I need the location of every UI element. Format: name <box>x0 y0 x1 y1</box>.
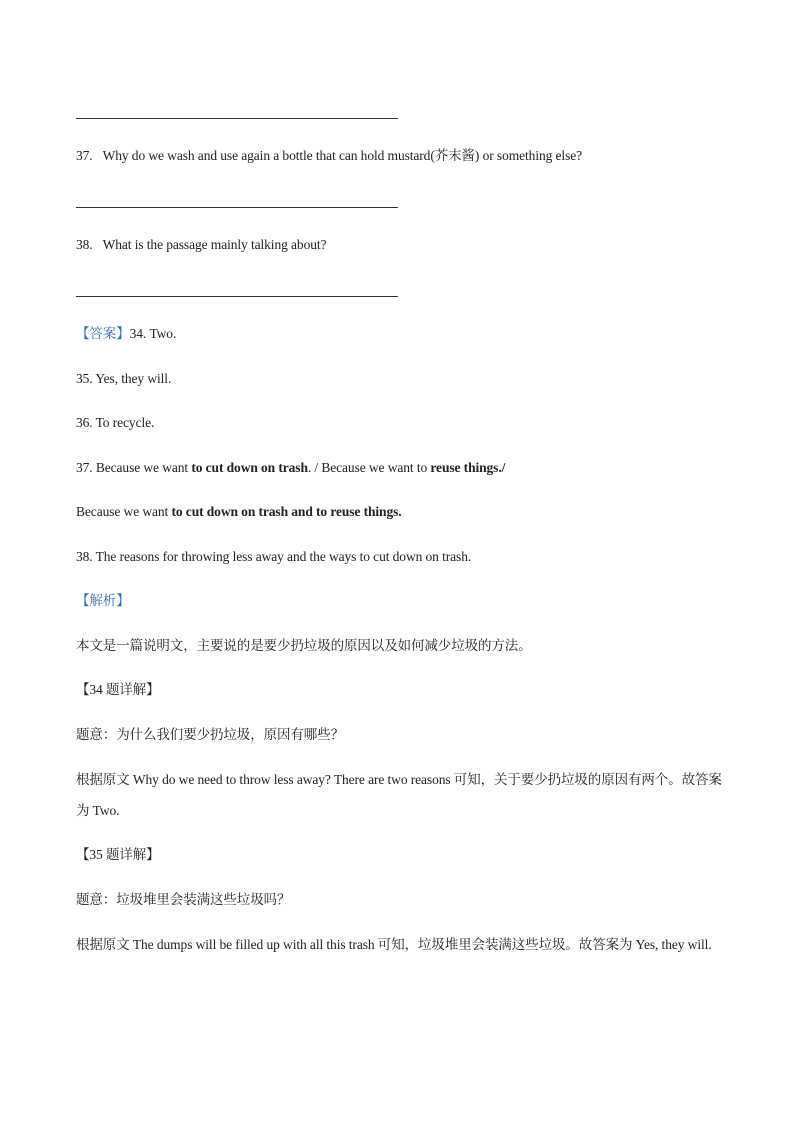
analysis-tag: 【解析】 <box>76 593 130 608</box>
question-number: 37. <box>76 148 93 163</box>
question-text: Why do we wash and use again a bottle that can hold mustard(芥末酱) or something else? <box>102 148 583 163</box>
answer-bold-text: to cut down on trash <box>191 460 308 475</box>
q34-explanation: 根据原文 Why do we need to throw less away? There are two reasons 可知，关于要少扔垃圾的原因有两个。故答案为 Two. <box>76 772 722 818</box>
q34-heading: 【34 题详解】 <box>76 682 160 697</box>
q35-heading: 【35 题详解】 <box>76 847 160 862</box>
answer-bold-text: to cut down on trash and to reuse things. <box>171 504 402 519</box>
answer-text: 37. Because we want <box>76 460 192 475</box>
q35-explanation: 根据原文 The dumps will be filled up with all this trash 可知，垃圾堆里会装满这些垃圾。故答案为 Yes, they will. <box>76 937 712 952</box>
answer-34 <box>76 324 724 344</box>
answer-text: Because we want <box>76 504 172 519</box>
question-38 <box>76 235 724 255</box>
answer-37-line-2 <box>76 502 724 522</box>
answer-text: 34. Two. <box>129 326 177 341</box>
answer-36: 36. To recycle. <box>76 415 155 430</box>
analysis-summary: 本文是一篇说明文，主要说的是要少扔垃圾的原因以及如何减少垃圾的方法。 <box>76 638 532 653</box>
q35-meaning: 题意：垃圾堆里会装满这些垃圾吗？ <box>76 892 291 907</box>
answer-blank-line-37[interactable] <box>76 207 398 208</box>
answer-text: . / Because we want to <box>307 460 431 475</box>
answer-38: 38. The reasons for throwing less away and the ways to cut down on trash. <box>76 549 472 564</box>
q34-meaning: 题意：为什么我们要少扔垃圾，原因有哪些？ <box>76 727 344 742</box>
question-37 <box>76 146 724 166</box>
answer-bold-text: reuse things./ <box>430 460 506 475</box>
answer-blank-line-38[interactable] <box>76 296 398 297</box>
answer-35: 35. Yes, they will. <box>76 371 172 386</box>
answer-tag: 【答案】 <box>76 326 130 341</box>
answer-37-line-1 <box>76 458 724 478</box>
answer-blank-line-36[interactable] <box>76 118 398 119</box>
question-text: What is the passage mainly talking about? <box>102 237 327 252</box>
question-number: 38. <box>76 237 93 252</box>
